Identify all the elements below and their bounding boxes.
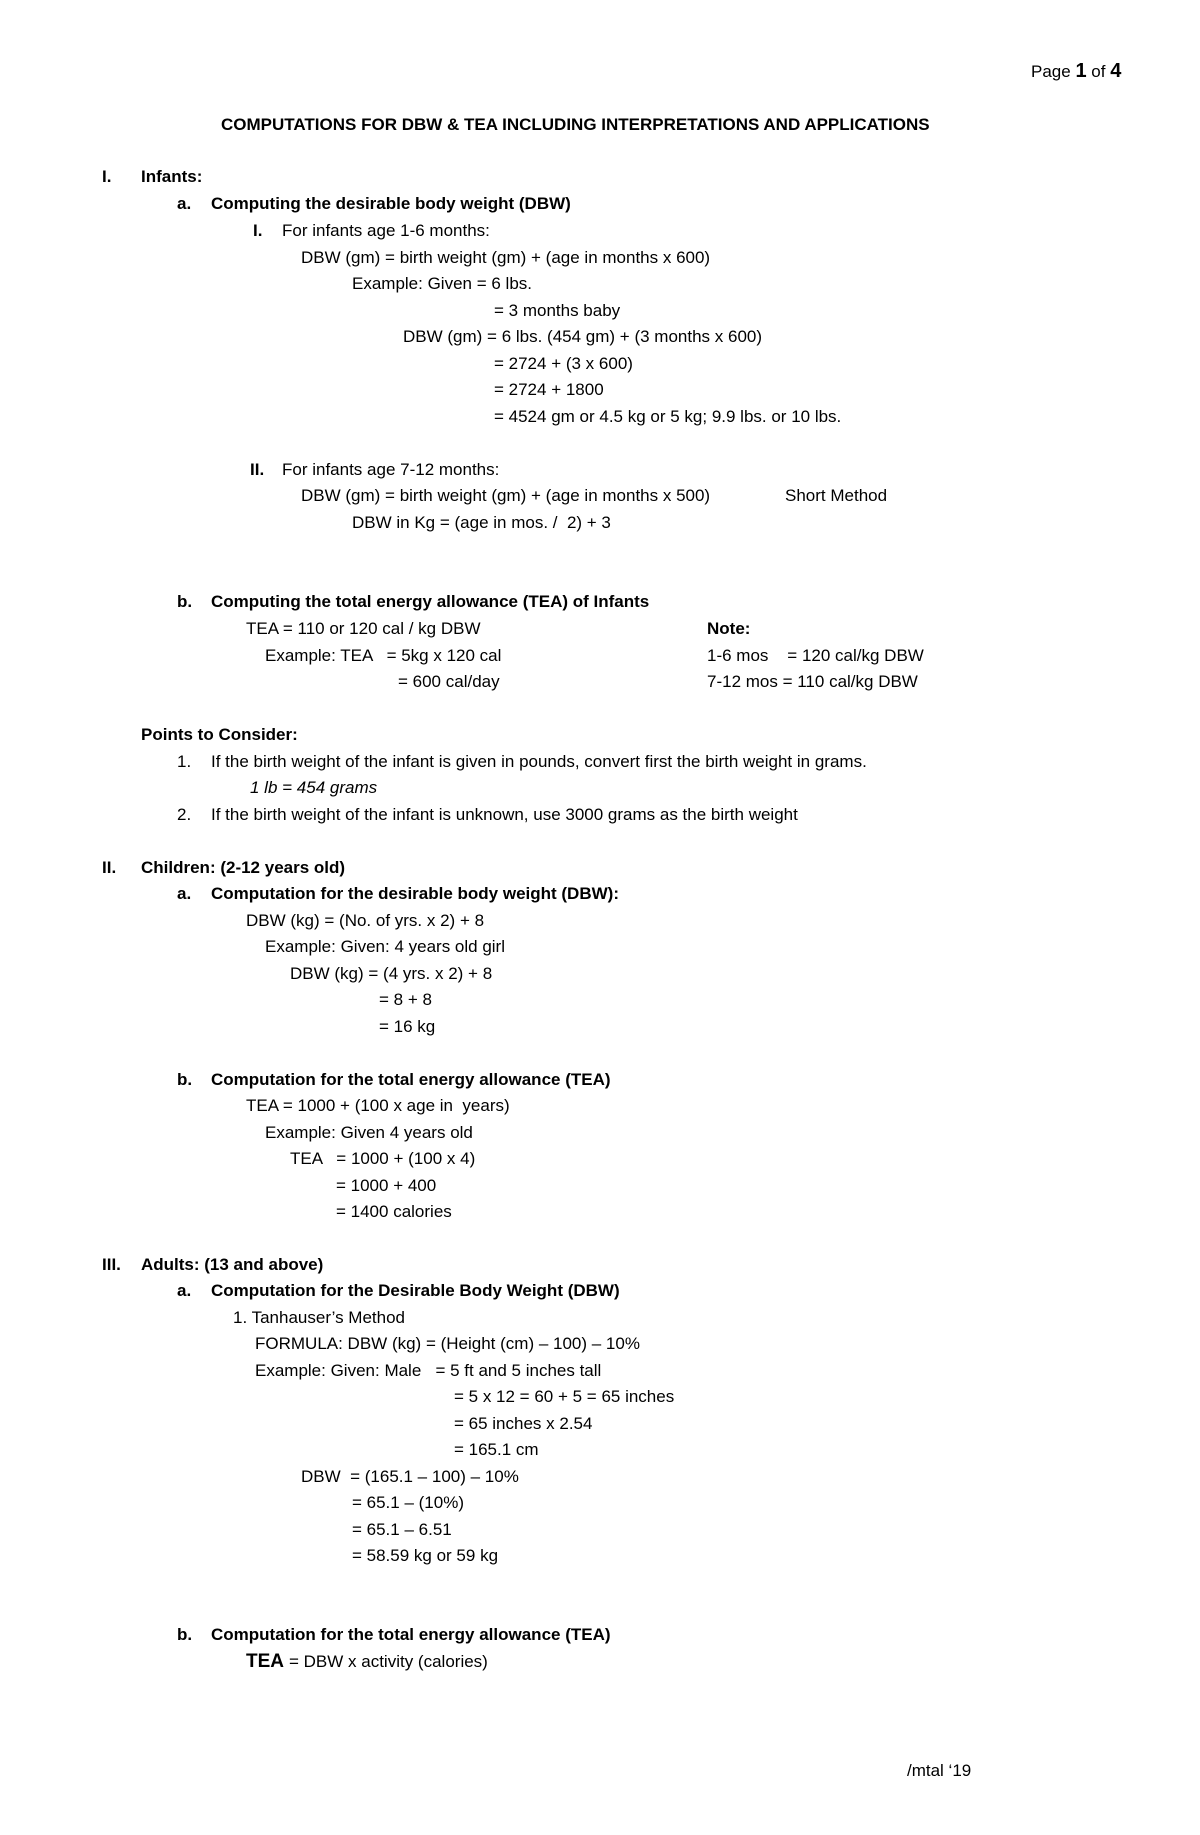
item-label: For infants age 1-6 months:	[282, 221, 490, 240]
formula-line: = 1400 calories	[336, 1202, 452, 1221]
formula-line: DBW = (165.1 – 100) – 10%	[301, 1467, 519, 1486]
formula-line: DBW (kg) = (No. of yrs. x 2) + 8	[246, 911, 485, 930]
item-numeral: II.	[250, 460, 265, 479]
subsection-letter: b.	[177, 1625, 193, 1644]
subsection-letter: a.	[177, 1281, 192, 1300]
formula-line: DBW in Kg = (age in mos. / 2) + 3	[352, 513, 611, 532]
note-title: Note:	[707, 619, 751, 638]
list-number: 2.	[177, 805, 192, 824]
subsection-letter: b.	[177, 592, 193, 611]
subsection-heading: Computation for the total energy allowance (TEA)	[211, 1070, 611, 1089]
page-current: 1	[1075, 60, 1087, 82]
subsection-heading: Computation for the total energy allowance (TEA)	[211, 1625, 611, 1644]
item-numeral: I.	[253, 221, 263, 240]
section-numeral: III.	[102, 1255, 121, 1274]
formula-line: = 5 x 12 = 60 + 5 = 65 inches	[454, 1387, 675, 1406]
list-item: If the birth weight of the infant is given in pounds, convert first the birth weight in grams.	[211, 752, 867, 771]
note-line: 1-6 mos = 120 cal/kg DBW	[707, 646, 924, 665]
page-of: of	[1091, 62, 1106, 81]
page-word: Page	[1031, 62, 1071, 81]
list-item-note: 1 lb = 454 grams	[250, 778, 378, 797]
section-heading-infants: Infants:	[141, 167, 203, 186]
subsection-letter: b.	[177, 1070, 193, 1089]
formula-line: = 16 kg	[379, 1017, 436, 1036]
formula-line: = 65.1 – (10%)	[352, 1493, 464, 1512]
subsection-heading: Computation for the Desirable Body Weight (DBW)	[211, 1281, 620, 1300]
formula-line: Example: TEA = 5kg x 120 cal	[265, 646, 502, 665]
formula-line: DBW (kg) = (4 yrs. x 2) + 8	[290, 964, 493, 983]
subsection-heading: Computing the total energy allowance (TEA) of Infants	[211, 592, 650, 611]
list-item: If the birth weight of the infant is unknown, use 3000 grams as the birth weight	[211, 805, 798, 824]
page-number	[1031, 61, 1121, 82]
formula-line: Example: Given 4 years old	[265, 1123, 473, 1142]
formula-line: = 65 inches x 2.54	[454, 1414, 593, 1433]
formula-line: TEA = 1000 + (100 x age in years)	[246, 1096, 510, 1115]
page-total: 4	[1110, 60, 1122, 82]
formula-line: = 8 + 8	[379, 990, 432, 1009]
formula-line: = 4524 gm or 4.5 kg or 5 kg; 9.9 lbs. or 10 lbs.	[494, 407, 842, 426]
formula-line: Example: Given: Male = 5 ft and 5 inches tall	[255, 1361, 602, 1380]
section-numeral: I.	[102, 167, 112, 186]
item-label: For infants age 7-12 months:	[282, 460, 500, 479]
points-heading: Points to Consider:	[141, 725, 298, 744]
formula-line: = 2724 + (3 x 600)	[494, 354, 633, 373]
formula-line: Example: Given = 6 lbs.	[352, 274, 533, 293]
formula-line: = 3 months baby	[494, 301, 621, 320]
tea-label: TEA	[246, 1651, 284, 1672]
formula-line: DBW (gm) = birth weight (gm) + (age in months x 600)	[301, 248, 711, 267]
formula-line: TEA = 110 or 120 cal / kg DBW	[246, 619, 481, 638]
formula-line: = 165.1 cm	[454, 1440, 539, 1459]
formula-line: DBW (gm) = birth weight (gm) + (age in months x 500)	[301, 486, 711, 505]
list-number: 1.	[177, 752, 192, 771]
page-title: COMPUTATIONS FOR DBW & TEA INCLUDING INTERPRETATIONS AND APPLICATIONS	[221, 115, 930, 134]
formula-line: = 2724 + 1800	[494, 380, 604, 399]
formula-line: = 58.59 kg or 59 kg	[352, 1546, 499, 1565]
formula-line: = 1000 + 400	[336, 1176, 437, 1195]
formula-line: FORMULA: DBW (kg) = (Height (cm) – 100) – 10%	[255, 1334, 640, 1353]
formula-line: = 65.1 – 6.51	[352, 1520, 452, 1539]
short-method-label: Short Method	[785, 486, 888, 505]
section-numeral: II.	[102, 858, 117, 877]
subsection-heading: Computing the desirable body weight (DBW)	[211, 194, 571, 213]
formula-line: DBW (gm) = 6 lbs. (454 gm) + (3 months x 600)	[403, 327, 763, 346]
footer-signature: /mtal ‘19	[907, 1761, 972, 1780]
section-heading-children: Children: (2-12 years old)	[141, 858, 346, 877]
method-label: 1. Tanhauser’s Method	[233, 1308, 406, 1327]
subsection-heading: Computation for the desirable body weight (DBW):	[211, 884, 619, 903]
section-heading-adults: Adults: (13 and above)	[141, 1255, 324, 1274]
formula-line: = 600 cal/day	[398, 672, 500, 691]
note-line: 7-12 mos = 110 cal/kg DBW	[707, 672, 918, 691]
formula-line: = DBW x activity (calories)	[289, 1652, 488, 1671]
subsection-letter: a.	[177, 194, 192, 213]
subsection-letter: a.	[177, 884, 192, 903]
formula-line: Example: Given: 4 years old girl	[265, 937, 505, 956]
formula-line: TEA = 1000 + (100 x 4)	[290, 1149, 476, 1168]
